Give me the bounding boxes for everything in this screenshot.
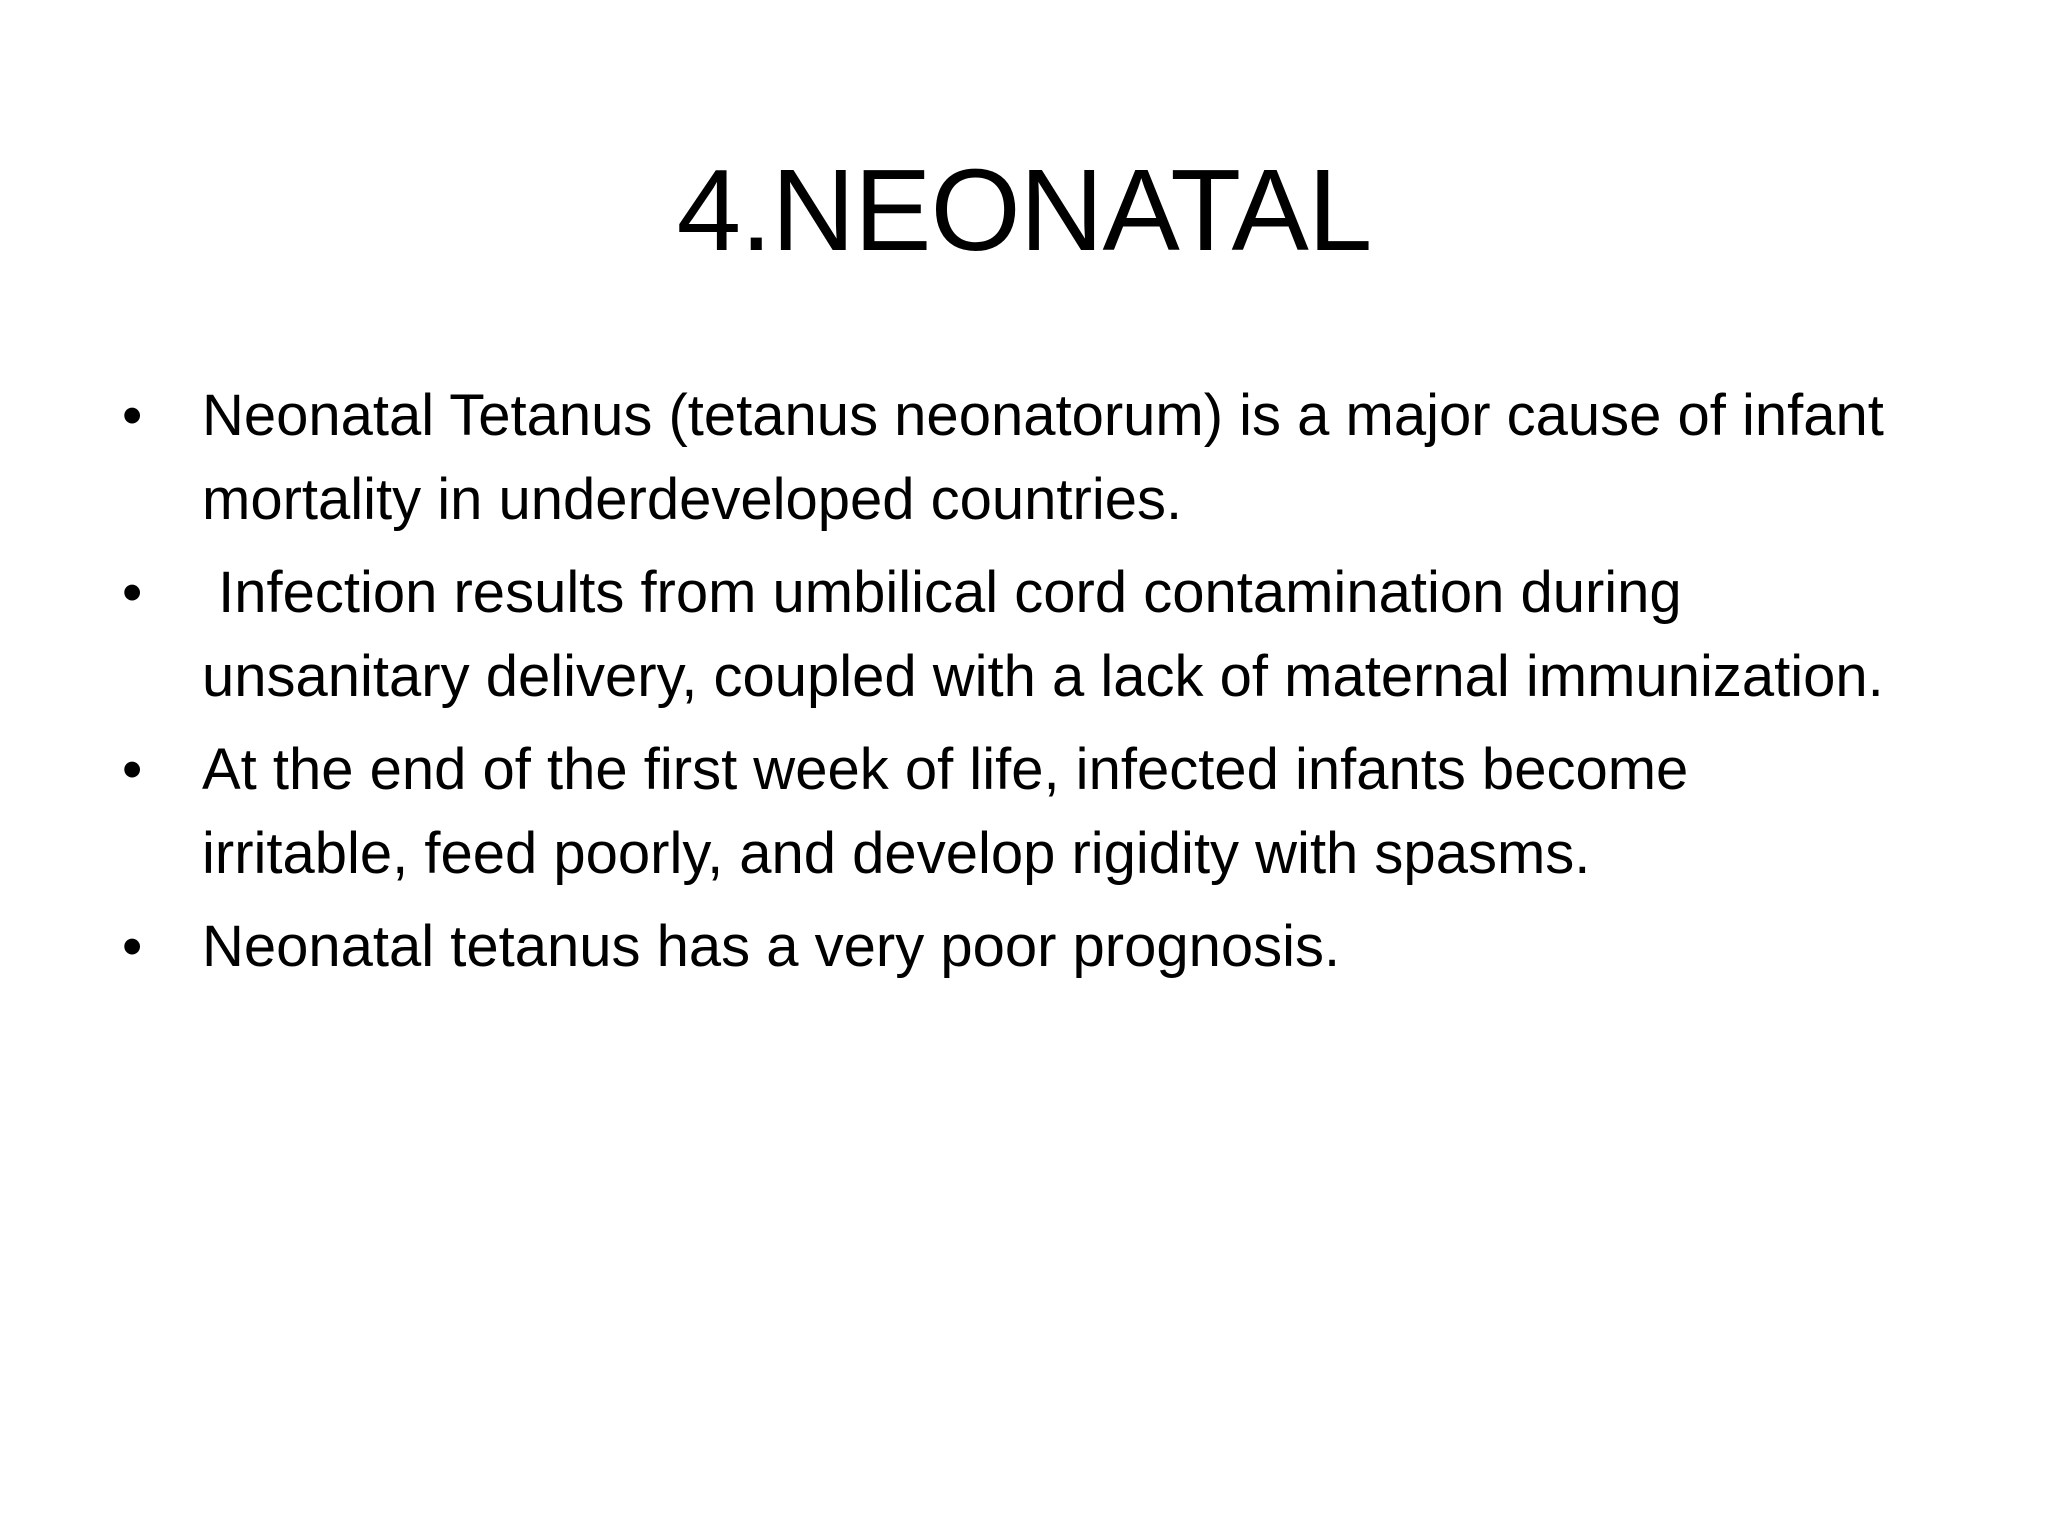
bullet-item-2 — [122, 551, 1902, 719]
bullet-dot-icon: • — [122, 737, 143, 802]
bullet-list — [122, 374, 1902, 998]
bullet-text: Neonatal tetanus has a very poor prognosis. — [202, 914, 1341, 979]
bullet-text: At the end of the first week of life, infected infants become irritable, feed poorly, and develop rigidity with spasms. — [202, 737, 1705, 886]
bullet-dot-icon: • — [122, 383, 143, 448]
slide-title: 4.NEONATAL — [676, 145, 1372, 275]
bullet-item-4 — [122, 905, 1902, 989]
bullet-item-3 — [122, 728, 1902, 896]
bullet-dot-icon: • — [122, 560, 143, 625]
bullet-item-1 — [122, 374, 1902, 542]
bullet-text: Infection results from umbilical cord contamination during unsanitary delivery, coupled with a lack of maternal immunization. — [202, 560, 1884, 709]
bullet-text: Neonatal Tetanus (tetanus neonatorum) is a major cause of infant mortality in underdeveloped countries. — [202, 383, 1901, 532]
bullet-dot-icon: • — [122, 914, 143, 979]
